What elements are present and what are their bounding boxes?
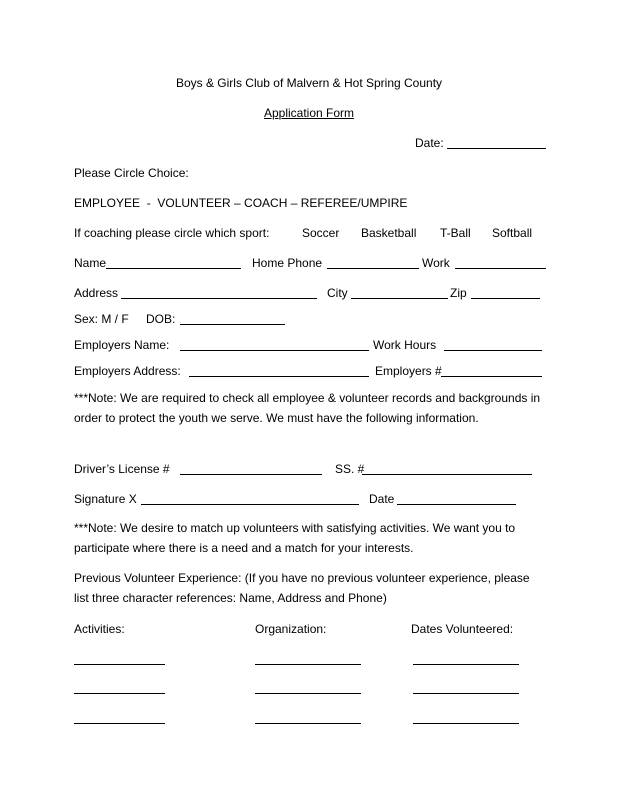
role-options: EMPLOYEE - VOLUNTEER – COACH – REFEREE/UMPIRE (74, 196, 408, 210)
sport-option-soccer[interactable]: Soccer (302, 226, 340, 240)
activities-header: Activities: (74, 622, 125, 636)
organization-header: Organization: (255, 622, 327, 636)
zip-field[interactable] (471, 298, 540, 299)
signature-date-field[interactable] (397, 504, 516, 505)
home-phone-field[interactable] (327, 268, 419, 269)
employers-number-label: Employers # (375, 364, 442, 378)
work-phone-label: Work (422, 256, 450, 270)
home-phone-label: Home Phone (252, 256, 323, 270)
work-hours-label: Work Hours (373, 338, 437, 352)
ss-label: SS. # (335, 462, 365, 476)
dates-volunteered-field[interactable] (413, 693, 519, 694)
zip-label: Zip (450, 286, 467, 300)
address-field[interactable] (121, 298, 317, 299)
organization-field[interactable] (255, 723, 361, 724)
sport-prompt: If coaching please circle which sport: (74, 226, 270, 240)
dob-label: DOB: (146, 312, 176, 326)
work-hours-field[interactable] (444, 350, 542, 351)
city-label: City (327, 286, 348, 300)
volunteer-match-note: ***Note: We desire to match up volunteers with satisfying activities. We want you to participate where there is a need and a match for your interests. (74, 521, 516, 555)
signature-date-label: Date (369, 492, 395, 506)
name-label: Name (74, 256, 107, 270)
form-title: Application Form (263, 106, 355, 120)
employers-name-label: Employers Name: (74, 338, 170, 352)
ss-field[interactable] (362, 474, 532, 475)
organization-field[interactable] (255, 693, 361, 694)
circle-choice-prompt: Please Circle Choice: (74, 166, 189, 180)
address-label: Address (74, 286, 119, 300)
signature-field[interactable] (141, 504, 359, 505)
dates-volunteered-field[interactable] (413, 664, 519, 665)
employers-number-field[interactable] (441, 376, 542, 377)
city-field[interactable] (351, 298, 448, 299)
drivers-license-label: Driver’s License # (74, 462, 170, 476)
drivers-license-field[interactable] (180, 474, 322, 475)
dob-field[interactable] (180, 324, 285, 325)
employers-address-field[interactable] (189, 376, 369, 377)
employers-address-label: Employers Address: (74, 364, 181, 378)
date-label: Date: (415, 136, 444, 150)
sport-option-softball[interactable]: Softball (492, 226, 533, 240)
dates-volunteered-field[interactable] (413, 723, 519, 724)
name-field[interactable] (106, 268, 241, 269)
previous-experience-prompt: Previous Volunteer Experience: (If you have no previous volunteer experience, please list three character references: Name, Address and Phone) (74, 571, 530, 605)
organization-field[interactable] (255, 664, 361, 665)
activity-field[interactable] (74, 664, 165, 665)
work-phone-field[interactable] (455, 268, 546, 269)
background-check-note: ***Note: We are required to check all employee & volunteer records and backgrounds in order to protect the youth we serve. We must have the following information. (74, 391, 541, 425)
sport-option-basketball[interactable]: Basketball (361, 226, 417, 240)
sport-option-tball[interactable]: T-Ball (440, 226, 471, 240)
organization-title: Boys & Girls Club of Malvern & Hot Spring County (175, 76, 443, 90)
employers-name-field[interactable] (180, 350, 369, 351)
activity-field[interactable] (74, 723, 165, 724)
signature-label: Signature X (74, 492, 137, 506)
activity-field[interactable] (74, 693, 165, 694)
dates-volunteered-header: Dates Volunteered: (411, 622, 514, 636)
date-field[interactable] (447, 148, 546, 149)
sex-label: Sex: M / F (74, 312, 129, 326)
